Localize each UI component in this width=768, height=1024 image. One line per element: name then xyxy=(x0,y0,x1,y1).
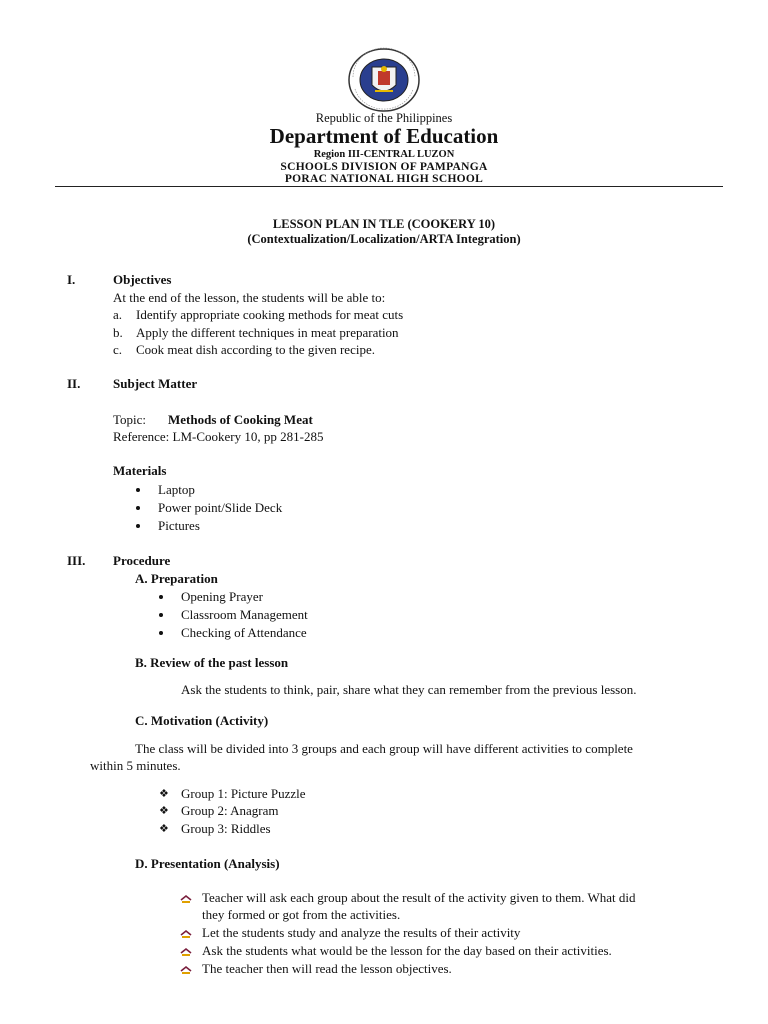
presentation-heading: D. Presentation (Analysis) xyxy=(135,856,280,871)
bullet-icon xyxy=(159,631,163,635)
motivation-text-line2: within 5 minutes. xyxy=(90,758,181,773)
republic-line: Republic of the Philippines xyxy=(315,111,453,125)
preparation-item: Checking of Attendance xyxy=(181,625,307,640)
objective-item: Cook meat dish according to the given recipe. xyxy=(136,342,375,357)
materials-heading: Materials xyxy=(113,463,167,478)
bullet-icon xyxy=(136,524,140,528)
presentation-item: Ask the students what would be the lesson for the day based on their activities. xyxy=(202,943,612,958)
diamond-bullet-icon: ❖ xyxy=(159,788,169,800)
motivation-text-line1: The class will be divided into 3 groups and each group will have different activities to complete xyxy=(135,741,633,756)
presentation-item-line1: Teacher will ask each group about the result of the activity given to them. What did xyxy=(202,890,636,905)
diamond-bullet-icon: ❖ xyxy=(159,805,169,817)
section-number-objectives: I. xyxy=(67,272,76,287)
topic-label: Topic: xyxy=(113,412,147,427)
presentation-item: Let the students study and analyze the results of their activity xyxy=(202,925,521,940)
bullet-icon xyxy=(159,613,163,617)
bullet-icon xyxy=(136,506,140,510)
bullet-icon xyxy=(159,595,163,599)
objective-letter: a. xyxy=(113,307,123,322)
procedure-heading: Procedure xyxy=(113,553,171,568)
review-heading: B. Review of the past lesson xyxy=(135,655,289,670)
objective-letter: c. xyxy=(113,342,123,357)
division-line: SCHOOLS DIVISION OF PAMPANGA xyxy=(280,161,488,173)
review-text: Ask the students to think, pair, share what they can remember from the previous lesson. xyxy=(181,682,637,697)
objectives-heading: Objectives xyxy=(113,272,172,287)
material-item: Laptop xyxy=(158,482,195,497)
presentation-item-line2: they formed or got from the activities. xyxy=(202,907,401,922)
presentation-item: The teacher then will read the lesson objectives. xyxy=(202,961,452,976)
arrow-bullet-icon xyxy=(180,947,192,957)
group-item: Group 3: Riddles xyxy=(181,821,271,836)
section-number-procedure: III. xyxy=(67,553,86,568)
region-line: Region III-CENTRAL LUZON xyxy=(313,149,455,160)
motivation-heading: C. Motivation (Activity) xyxy=(135,713,269,728)
preparation-heading: A. Preparation xyxy=(135,571,218,586)
school-line: PORAC NATIONAL HIGH SCHOOL xyxy=(284,173,484,185)
objective-item: Identify appropriate cooking methods for meat cuts xyxy=(136,307,404,322)
reference-line: Reference: LM-Cookery 10, pp 281-285 xyxy=(113,429,324,444)
lesson-plan-subtitle: (Contextualization/Localization/ARTA Integration) xyxy=(247,232,521,246)
objectives-intro: At the end of the lesson, the students will be able to: xyxy=(113,290,386,305)
arrow-bullet-icon xyxy=(180,965,192,975)
section-number-subject-matter: II. xyxy=(67,376,81,391)
lesson-plan-title: LESSON PLAN IN TLE (COOKERY 10) xyxy=(272,217,496,231)
preparation-item: Classroom Management xyxy=(181,607,308,622)
material-item: Pictures xyxy=(158,518,200,533)
arrow-bullet-icon xyxy=(180,894,192,904)
deped-seal-logo xyxy=(345,47,423,113)
bullet-icon xyxy=(136,488,140,492)
diamond-bullet-icon: ❖ xyxy=(159,823,169,835)
subject-matter-heading: Subject Matter xyxy=(113,376,198,391)
preparation-item: Opening Prayer xyxy=(181,589,263,604)
group-item: Group 1: Picture Puzzle xyxy=(181,786,306,801)
header-divider xyxy=(55,186,723,187)
objective-letter: b. xyxy=(113,325,123,340)
group-item: Group 2: Anagram xyxy=(181,803,279,818)
topic-value: Methods of Cooking Meat xyxy=(168,412,313,427)
department-title: Department of Education xyxy=(269,124,499,148)
objective-item: Apply the different techniques in meat preparation xyxy=(136,325,399,340)
material-item: Power point/Slide Deck xyxy=(158,500,283,515)
arrow-bullet-icon xyxy=(180,929,192,939)
